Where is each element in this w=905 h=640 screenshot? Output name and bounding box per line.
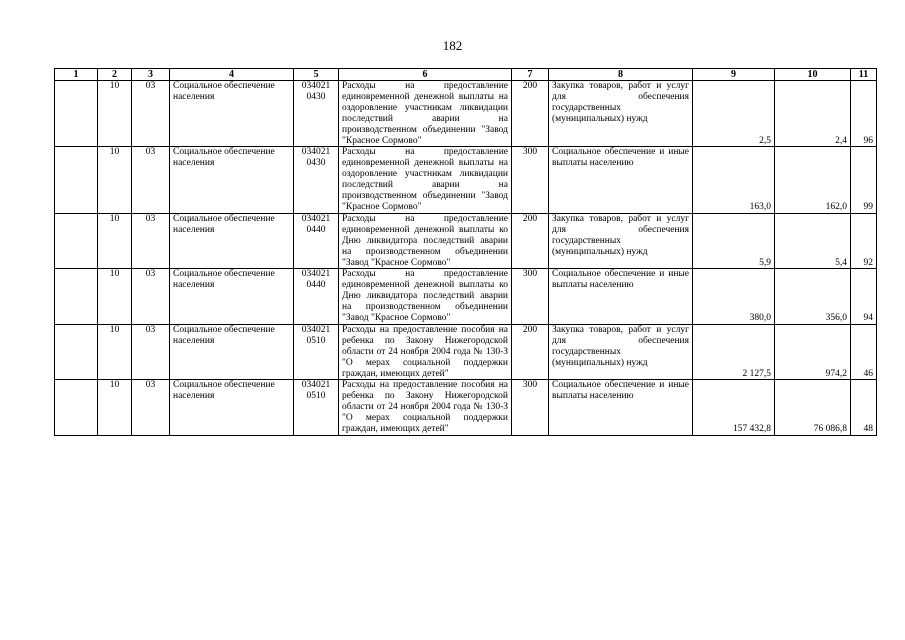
cell-col1 xyxy=(55,213,98,269)
cell-target-code: 034021 0440 xyxy=(294,213,339,269)
cell-value-9: 157 432,8 xyxy=(693,380,775,436)
table-row xyxy=(55,213,877,269)
cell-expense-name: Расходы на предоставление пособия на ребенка по Закону Нижегородской области от 24 ноября 2004 года № 130-З "О мерах социальной поддержки граждан, имеющих детей" xyxy=(339,380,512,436)
cell-value-9: 2,5 xyxy=(693,81,775,147)
cell-value-9: 2 127,5 xyxy=(693,324,775,380)
cell-col1 xyxy=(55,269,98,325)
cell-value-10: 76 086,8 xyxy=(775,380,851,436)
cell-target-code: 034021 0430 xyxy=(294,147,339,213)
cell-expense-type: 200 xyxy=(512,213,549,269)
cell-percent: 99 xyxy=(851,147,877,213)
cell-expense-name: Расходы на предоставление единовременной денежной выплаты на оздоровление участникам ликвидации последствий аварии на производственном объединении "Завод "Красное Сормово" xyxy=(339,147,512,213)
cell-section: 10 xyxy=(98,269,132,325)
cell-expense-type-name: Социальное обеспечение и иные выплаты населению xyxy=(549,380,693,436)
cell-section: 10 xyxy=(98,147,132,213)
table-row xyxy=(55,380,877,436)
cell-section: 10 xyxy=(98,380,132,436)
header-cell-8: 8 xyxy=(549,69,693,81)
cell-section-name: Социальное обеспечение населения xyxy=(170,380,294,436)
cell-value-9: 380,0 xyxy=(693,269,775,325)
cell-expense-name: Расходы на предоставление единовременной денежной выплаты на оздоровление участникам ликвидации последствий аварии на производственном объединении "Завод "Красное Сормово" xyxy=(339,81,512,147)
cell-percent: 96 xyxy=(851,81,877,147)
cell-expense-type-name: Закупка товаров, работ и услуг для обеспечения государственных (муниципальных) нужд xyxy=(549,81,693,147)
cell-value-9: 163,0 xyxy=(693,147,775,213)
cell-expense-type-name: Закупка товаров, работ и услуг для обеспечения государственных (муниципальных) нужд xyxy=(549,324,693,380)
header-cell-5: 5 xyxy=(294,69,339,81)
cell-section-name: Социальное обеспечение населения xyxy=(170,269,294,325)
cell-section: 10 xyxy=(98,324,132,380)
header-cell-9: 9 xyxy=(693,69,775,81)
header-cell-1: 1 xyxy=(55,69,98,81)
header-cell-10: 10 xyxy=(775,69,851,81)
cell-subsection: 03 xyxy=(132,147,170,213)
cell-col1 xyxy=(55,147,98,213)
cell-section: 10 xyxy=(98,81,132,147)
cell-target-code: 034021 0510 xyxy=(294,380,339,436)
cell-subsection: 03 xyxy=(132,81,170,147)
header-cell-7: 7 xyxy=(512,69,549,81)
cell-percent: 48 xyxy=(851,380,877,436)
table-row xyxy=(55,147,877,213)
cell-value-10: 5,4 xyxy=(775,213,851,269)
cell-percent: 92 xyxy=(851,213,877,269)
cell-target-code: 034021 0430 xyxy=(294,81,339,147)
page-number: 182 xyxy=(442,38,463,53)
cell-section-name: Социальное обеспечение населения xyxy=(170,147,294,213)
cell-subsection: 03 xyxy=(132,269,170,325)
table-row xyxy=(55,81,877,147)
cell-percent: 46 xyxy=(851,324,877,380)
cell-value-10: 162,0 xyxy=(775,147,851,213)
cell-expense-type-name: Закупка товаров, работ и услуг для обеспечения государственных (муниципальных) нужд xyxy=(549,213,693,269)
cell-section-name: Социальное обеспечение населения xyxy=(170,81,294,147)
cell-target-code: 034021 0440 xyxy=(294,269,339,325)
cell-value-10: 356,0 xyxy=(775,269,851,325)
cell-subsection: 03 xyxy=(132,380,170,436)
table-row xyxy=(55,324,877,380)
cell-percent: 94 xyxy=(851,269,877,325)
cell-section: 10 xyxy=(98,213,132,269)
header-cell-4: 4 xyxy=(170,69,294,81)
cell-expense-type: 300 xyxy=(512,147,549,213)
cell-col1 xyxy=(55,324,98,380)
cell-col1 xyxy=(55,380,98,436)
header-row xyxy=(55,69,877,81)
cell-expense-name: Расходы на предоставление единовременной денежной выплаты ко Дню ликвидатора последствий аварии на производственном объединении "Завод "Красное Сормово" xyxy=(339,269,512,325)
cell-value-9: 5,9 xyxy=(693,213,775,269)
cell-expense-type: 300 xyxy=(512,380,549,436)
cell-expense-type: 200 xyxy=(512,81,549,147)
cell-expense-name: Расходы на предоставление единовременной денежной выплаты ко Дню ликвидатора последствий аварии на производственном объединении "Завод "Красное Сормово" xyxy=(339,213,512,269)
header-cell-6: 6 xyxy=(339,69,512,81)
cell-section-name: Социальное обеспечение населения xyxy=(170,213,294,269)
cell-col1 xyxy=(55,81,98,147)
header-cell-11: 11 xyxy=(851,69,877,81)
cell-subsection: 03 xyxy=(132,213,170,269)
header-cell-3: 3 xyxy=(132,69,170,81)
cell-value-10: 2,4 xyxy=(775,81,851,147)
cell-expense-name: Расходы на предоставление пособия на ребенка по Закону Нижегородской области от 24 ноября 2004 года № 130-З "О мерах социальной поддержки граждан, имеющих детей" xyxy=(339,324,512,380)
cell-expense-type: 300 xyxy=(512,269,549,325)
cell-value-10: 974,2 xyxy=(775,324,851,380)
cell-section-name: Социальное обеспечение населения xyxy=(170,324,294,380)
budget-table xyxy=(54,68,877,436)
cell-subsection: 03 xyxy=(132,324,170,380)
header-cell-2: 2 xyxy=(98,69,132,81)
table-row xyxy=(55,269,877,325)
cell-expense-type-name: Социальное обеспечение и иные выплаты населению xyxy=(549,147,693,213)
cell-expense-type: 200 xyxy=(512,324,549,380)
cell-target-code: 034021 0510 xyxy=(294,324,339,380)
cell-expense-type-name: Социальное обеспечение и иные выплаты населению xyxy=(549,269,693,325)
